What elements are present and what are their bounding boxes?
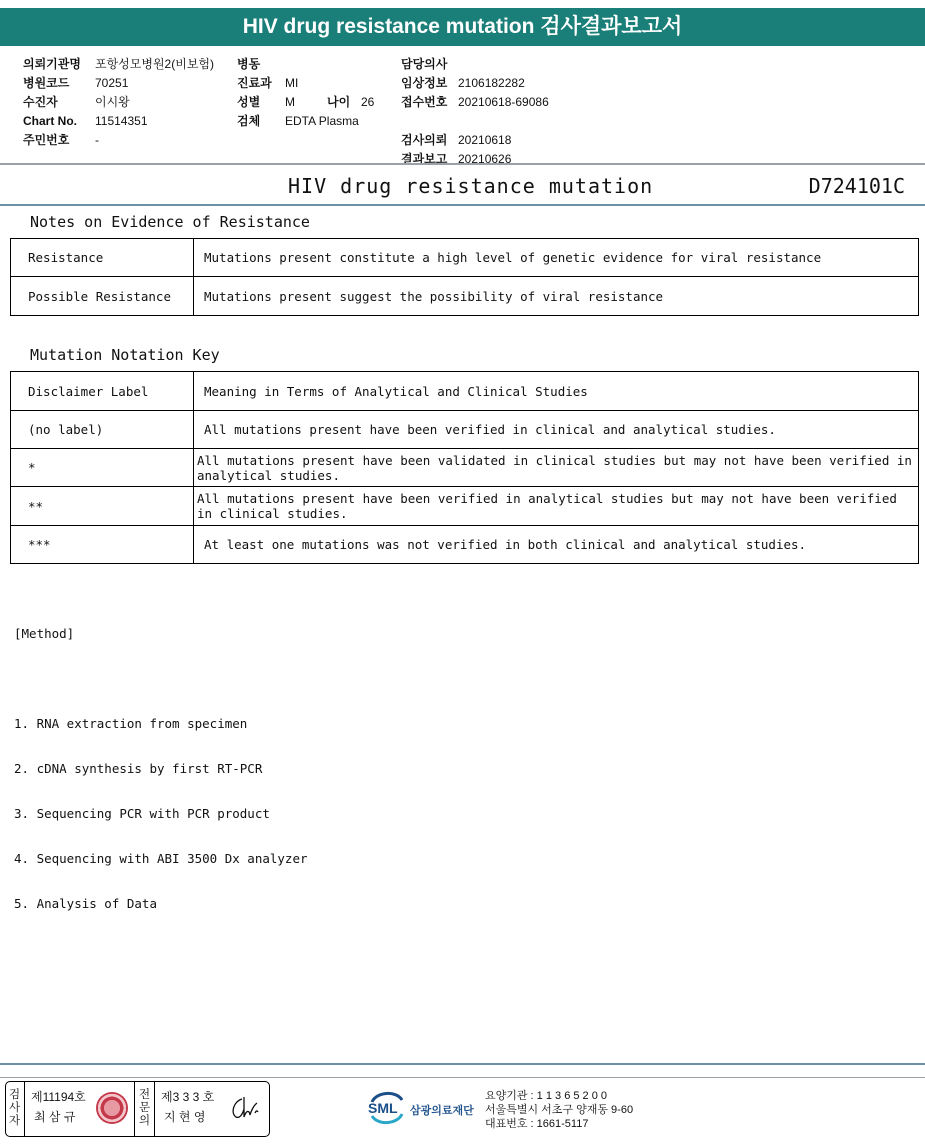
doctor-name: 지 현 영 xyxy=(164,1110,206,1124)
patient-info-col1 xyxy=(23,55,214,150)
key-label: (no label) xyxy=(11,411,194,449)
sml-logo-icon xyxy=(366,1088,408,1128)
inspector-label: 검사자 xyxy=(8,1089,21,1127)
key-text: All mutations present have been verified in analytical studies but may not have been verified in clinical studies. xyxy=(194,487,919,526)
notes-label: Possible Resistance xyxy=(11,277,194,316)
key-label: ** xyxy=(11,487,194,526)
info-label: 주민번호 xyxy=(23,133,70,147)
info-label: 수진자 xyxy=(23,95,58,109)
info-row xyxy=(237,55,374,74)
info-row xyxy=(401,55,549,74)
info-row xyxy=(401,74,549,93)
info-label: 검체 xyxy=(237,114,261,128)
info-label: 접수번호 xyxy=(401,95,448,109)
address-line: 대표번호 : 1661-5117 xyxy=(485,1118,589,1130)
info-row xyxy=(23,74,214,93)
notes-text: Mutations present constitute a high level of genetic evidence for viral resistance xyxy=(194,239,919,277)
signature-icon xyxy=(226,1093,262,1123)
info-value: 20210626 xyxy=(458,152,512,166)
info-row xyxy=(23,93,214,112)
table-row xyxy=(11,526,919,564)
info-label: 성별 xyxy=(237,95,261,109)
footer-divider xyxy=(0,1077,925,1078)
info-row xyxy=(237,74,374,93)
notes-text: Mutations present suggest the possibility of viral resistance xyxy=(194,277,919,316)
seal-stamp-icon xyxy=(96,1092,128,1124)
divider xyxy=(154,1082,155,1136)
footer-divider xyxy=(0,1063,925,1065)
info-value: 70251 xyxy=(95,76,129,90)
doctor-label: 전문의 xyxy=(138,1089,151,1127)
info-value: 11514351 xyxy=(95,114,148,128)
info-label: 결과보고 xyxy=(401,152,448,166)
key-text: All mutations present have been validated in clinical studies but may not have been verified in analytical studies. xyxy=(194,449,919,487)
divider xyxy=(24,1082,25,1136)
patient-info-col2 xyxy=(237,55,374,131)
patient-info-col3 xyxy=(401,55,549,169)
info-value: EDTA Plasma xyxy=(285,114,359,128)
key-label: * xyxy=(11,449,194,487)
info-label: 의뢰기관명 xyxy=(23,57,81,71)
report-code: D724101C xyxy=(808,174,905,198)
report-title: HIV drug resistance mutation xyxy=(288,174,654,198)
info-value: - xyxy=(95,133,99,147)
table-row xyxy=(11,411,919,449)
org-address xyxy=(485,1089,633,1131)
key-label: Disclaimer Label xyxy=(11,372,194,411)
table-row xyxy=(11,449,919,487)
info-label: 검사의뢰 xyxy=(401,133,448,147)
method-step: 3. Sequencing PCR with PCR product xyxy=(14,806,270,821)
table-row xyxy=(11,372,919,411)
info-label: Chart No. xyxy=(23,114,77,128)
method-step: 4. Sequencing with ABI 3500 Dx analyzer xyxy=(14,851,308,866)
info-value: 포항성모병원2(비보험) xyxy=(95,57,214,71)
info-value: M xyxy=(285,95,295,109)
method-step: 2. cDNA synthesis by first RT-PCR xyxy=(14,761,263,776)
table-row xyxy=(11,487,919,526)
info-value: 이시왕 xyxy=(95,95,130,109)
notes-heading: Notes on Evidence of Resistance xyxy=(30,213,310,231)
divider xyxy=(0,163,925,165)
info-label: 병동 xyxy=(237,57,261,71)
method-section xyxy=(14,596,308,926)
info-label: 담당의사 xyxy=(401,57,448,71)
method-step: 1. RNA extraction from specimen xyxy=(14,716,248,731)
key-heading: Mutation Notation Key xyxy=(30,346,220,364)
key-text: Meaning in Terms of Analytical and Clinical Studies xyxy=(194,372,919,411)
divider xyxy=(134,1082,135,1136)
info-label: 임상정보 xyxy=(401,76,448,90)
doctor-no: 제3 3 3 호 xyxy=(161,1090,215,1104)
key-table xyxy=(10,371,919,564)
info-value: MI xyxy=(285,76,299,90)
info-row xyxy=(237,93,374,112)
address-line: 요양기관 : 1 1 3 6 5 2 0 0 xyxy=(485,1090,608,1102)
info-value: 20210618 xyxy=(458,133,512,147)
method-heading: [Method] xyxy=(14,626,75,641)
info-row xyxy=(23,112,214,131)
info-row xyxy=(401,93,549,112)
inspector-name: 최 삼 규 xyxy=(34,1110,76,1124)
logo-text: SML xyxy=(368,1100,398,1116)
notes-table xyxy=(10,238,919,316)
info-label: 나이 xyxy=(327,95,351,109)
info-row xyxy=(23,131,214,150)
info-row xyxy=(23,55,214,74)
org-name: 삼광의료재단 xyxy=(410,1105,474,1117)
info-value: 2106182282 xyxy=(458,76,525,90)
key-text: All mutations present have been verified in clinical and analytical studies. xyxy=(194,411,919,449)
table-row xyxy=(11,239,919,277)
info-row xyxy=(401,112,549,131)
key-label: *** xyxy=(11,526,194,564)
info-row xyxy=(401,150,549,169)
report-header: HIV drug resistance mutation 검사결과보고서 xyxy=(0,8,925,46)
info-row xyxy=(237,112,374,131)
key-text: At least one mutations was not verified in both clinical and analytical studies. xyxy=(194,526,919,564)
info-value: 20210618-69086 xyxy=(458,95,549,109)
table-row xyxy=(11,277,919,316)
info-row xyxy=(401,131,549,150)
info-label: 병원코드 xyxy=(23,76,70,90)
notes-label: Resistance xyxy=(11,239,194,277)
info-label: 진료과 xyxy=(237,76,272,90)
info-value: 26 xyxy=(361,95,375,109)
address-line: 서울특별시 서초구 양재동 9-60 xyxy=(485,1104,634,1116)
method-step: 5. Analysis of Data xyxy=(14,896,157,911)
inspector-no: 제11194호 xyxy=(31,1090,86,1104)
